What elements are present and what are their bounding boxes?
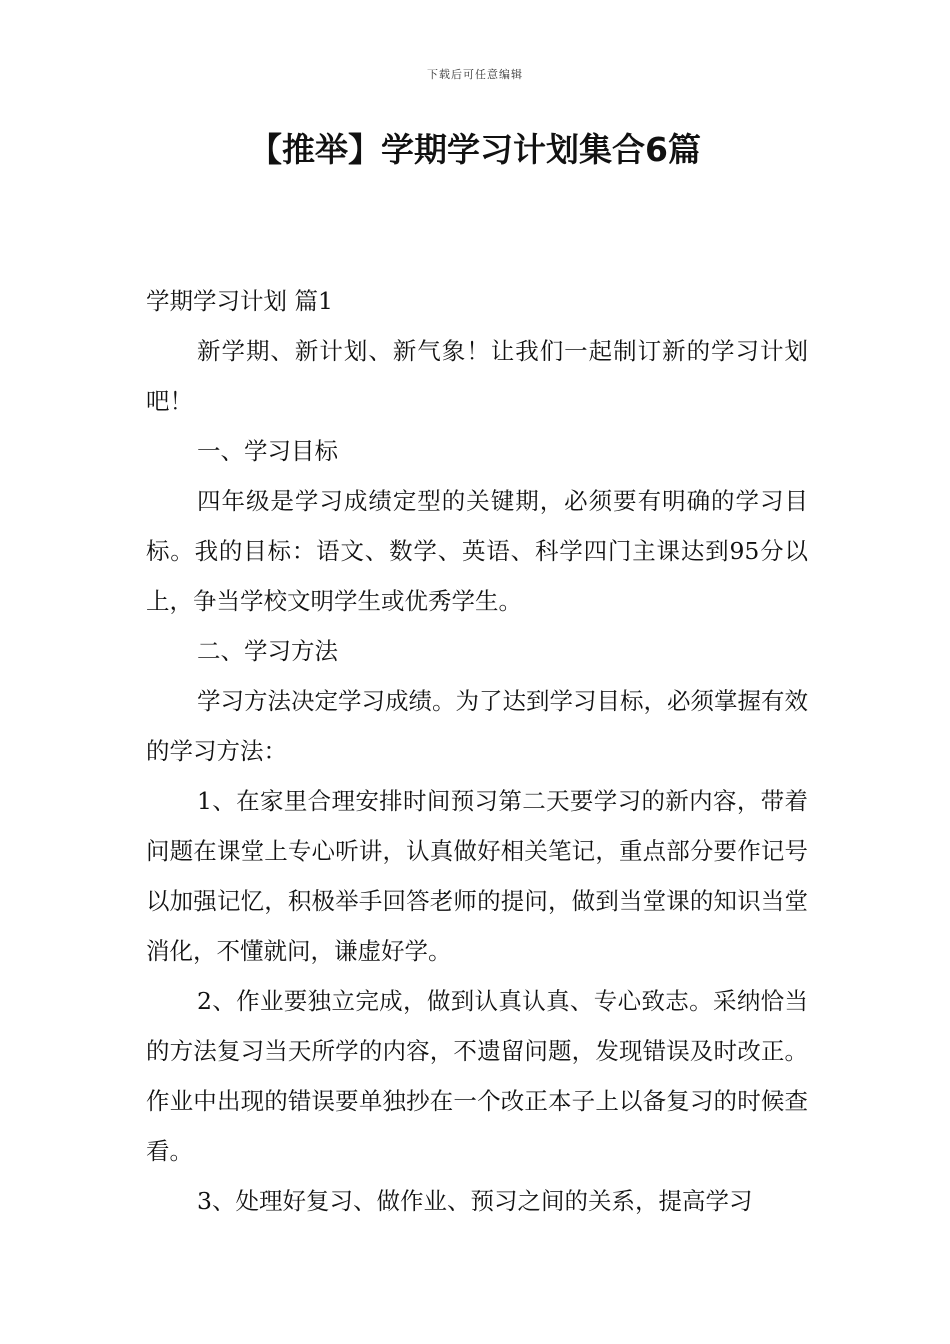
paragraph-intro: 新学期、新计划、新气象！让我们一起制订新的学习计划吧！ — [146, 337, 808, 415]
paragraph-method-1: 1、在家里合理安排时间预习第二天要学习的新内容，带着问题在课堂上专心听讲，认真做好相关笔记，重点部分要作记号以加强记忆，积极举手回答老师的提问，做到当堂课的知识当堂消化，不懂就问，谦虚好学。 — [146, 787, 808, 965]
paragraph-methods-intro: 学习方法决定学习成绩。为了达到学习目标，必须掌握有效的学习方法： — [146, 687, 808, 765]
heading-learning-goals: 一、学习目标 — [197, 437, 338, 465]
paragraph-goals: 四年级是学习成绩定型的关键期，必须要有明确的学习目标。我的目标：语文、数学、英语、科学四门主课达到95分以上，争当学校文明学生或优秀学生。 — [146, 487, 808, 615]
heading-learning-methods: 二、学习方法 — [197, 637, 338, 665]
paragraph-method-2: 2、作业要独立完成，做到认真认真、专心致志。采纳恰当的方法复习当天所学的内容，不遗留问题，发现错误及时改正。作业中出现的错误要单独抄在一个改正本子上以备复习的时候查看。 — [146, 987, 808, 1165]
header-note: 下载后可任意编辑 — [427, 68, 523, 81]
paragraph-method-3: 3、处理好复习、做作业、预习之间的关系，提高学习 — [197, 1187, 753, 1215]
document-body — [146, 276, 808, 1226]
document-title: 【推举】学期学习计划集合6篇 — [249, 130, 701, 169]
section-title: 学期学习计划 篇1 — [146, 287, 333, 315]
